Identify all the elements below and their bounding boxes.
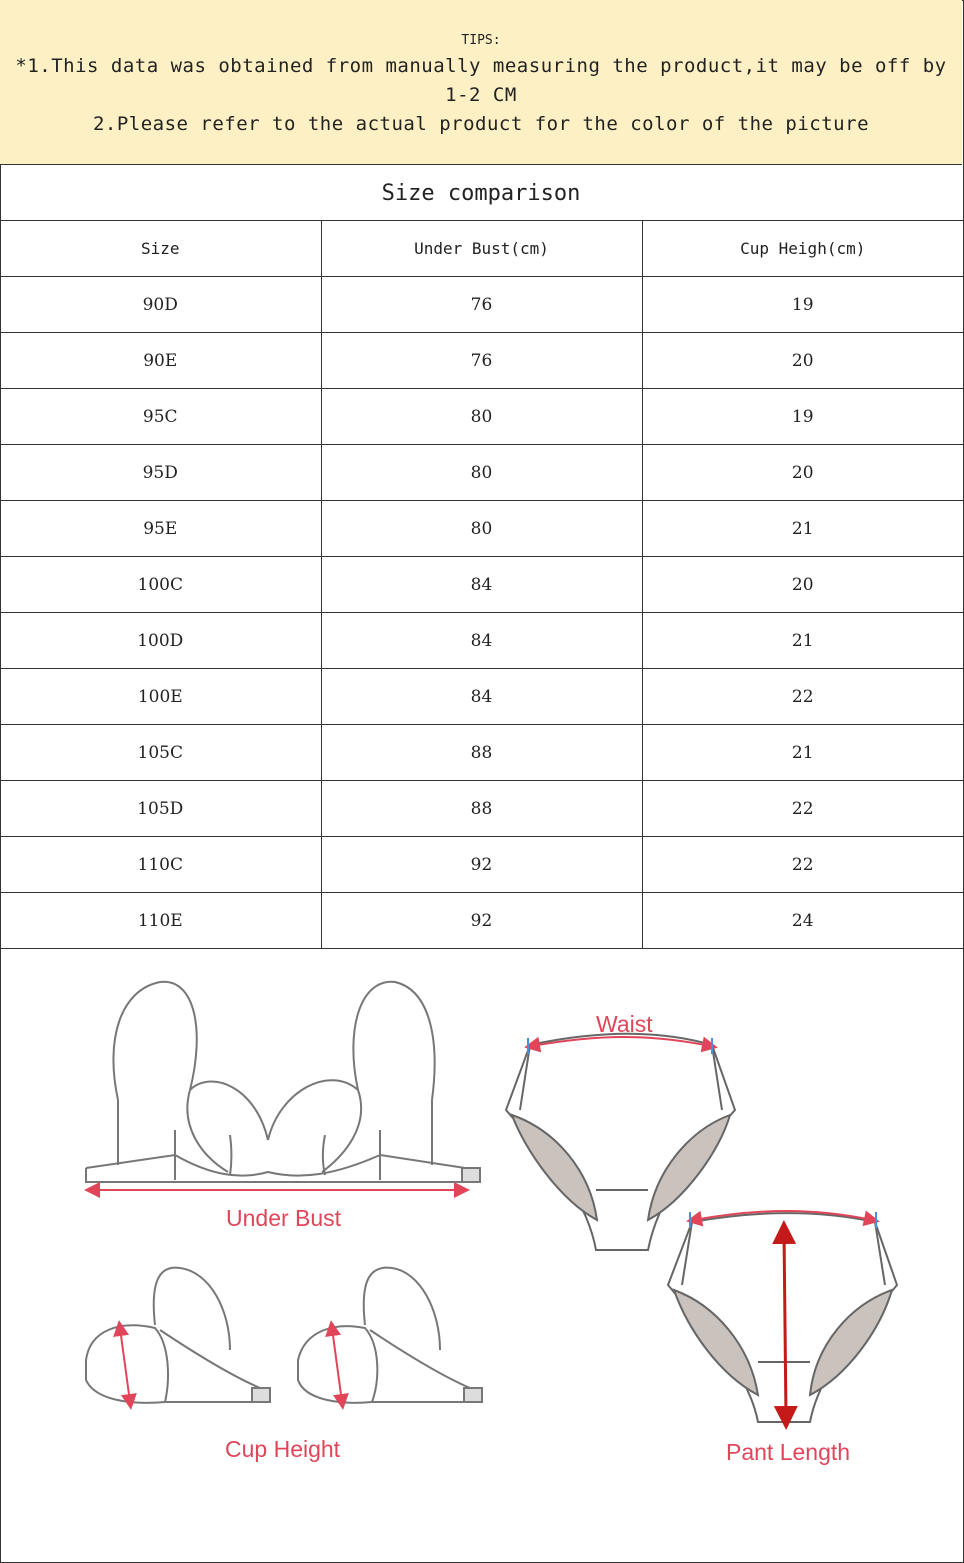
cell-cup-height: 20 xyxy=(642,557,963,613)
cell-cup-height: 21 xyxy=(642,613,963,669)
cell-under-bust: 84 xyxy=(321,669,642,725)
cell-cup-height: 19 xyxy=(642,389,963,445)
cell-size: 95E xyxy=(0,501,321,557)
tips-line-1: *1.This data was obtained from manually measuring the product,it may be off by 1-2 CM xyxy=(15,55,947,106)
cell-cup-height: 21 xyxy=(642,501,963,557)
cell-size: 100D xyxy=(0,613,321,669)
size-table-title: Size comparison xyxy=(0,165,962,221)
bra-cup-height-right-drawing xyxy=(298,1268,482,1403)
cell-under-bust: 88 xyxy=(321,725,642,781)
table-row xyxy=(0,613,963,669)
table-row xyxy=(0,389,963,445)
cell-size: 100E xyxy=(0,669,321,725)
cell-under-bust: 80 xyxy=(321,445,642,501)
tips-banner xyxy=(0,0,962,165)
cell-size: 110C xyxy=(0,837,321,893)
size-table-body xyxy=(0,277,963,949)
table-row xyxy=(0,277,963,333)
panty-waist-drawing xyxy=(506,1034,735,1250)
cell-cup-height: 22 xyxy=(642,781,963,837)
cell-cup-height: 20 xyxy=(642,445,963,501)
size-table-header-row xyxy=(0,221,963,277)
cell-under-bust: 76 xyxy=(321,333,642,389)
cell-size: 95C xyxy=(0,389,321,445)
pant-length-arrow xyxy=(784,1232,786,1418)
table-row xyxy=(0,501,963,557)
measurement-diagrams xyxy=(0,950,962,1561)
cell-cup-height: 19 xyxy=(642,277,963,333)
cell-size: 90E xyxy=(0,333,321,389)
header-cup-height: Cup Heigh(cm) xyxy=(642,221,963,277)
bra-cup-height-left-drawing xyxy=(86,1268,270,1403)
table-row xyxy=(0,837,963,893)
cell-size: 100C xyxy=(0,557,321,613)
label-under-bust: Under Bust xyxy=(226,1205,342,1231)
header-under-bust: Under Bust(cm) xyxy=(321,221,642,277)
cell-under-bust: 84 xyxy=(321,557,642,613)
cell-size: 110E xyxy=(0,893,321,949)
tips-line-2: 2.Please refer to the actual product for the color of the picture xyxy=(92,113,870,135)
cell-size: 105D xyxy=(0,781,321,837)
table-row xyxy=(0,333,963,389)
cell-size: 90D xyxy=(0,277,321,333)
table-row xyxy=(0,725,963,781)
cell-under-bust: 84 xyxy=(321,613,642,669)
cell-under-bust: 92 xyxy=(321,837,642,893)
size-table xyxy=(0,220,963,949)
cell-under-bust: 76 xyxy=(321,277,642,333)
table-row xyxy=(0,445,963,501)
diagram-canvas xyxy=(0,950,962,1561)
cell-under-bust: 80 xyxy=(321,389,642,445)
table-row xyxy=(0,557,963,613)
cell-cup-height: 22 xyxy=(642,669,963,725)
cell-under-bust: 88 xyxy=(321,781,642,837)
cell-cup-height: 20 xyxy=(642,333,963,389)
tips-heading: TIPS: xyxy=(461,33,501,48)
label-waist: Waist xyxy=(596,1011,653,1037)
cup-height-arrow-left xyxy=(120,1328,130,1402)
label-cup-height: Cup Height xyxy=(225,1436,341,1462)
panty-length-drawing xyxy=(668,1213,897,1422)
cell-size: 105C xyxy=(0,725,321,781)
label-pant-length: Pant Length xyxy=(726,1439,851,1465)
cell-cup-height: 21 xyxy=(642,725,963,781)
table-row xyxy=(0,669,963,725)
table-row xyxy=(0,781,963,837)
header-size: Size xyxy=(0,221,321,277)
cup-height-arrow-right xyxy=(332,1328,342,1402)
cell-cup-height: 24 xyxy=(642,893,963,949)
bra-under-bust-drawing xyxy=(86,982,480,1182)
cell-under-bust: 92 xyxy=(321,893,642,949)
cell-cup-height: 22 xyxy=(642,837,963,893)
cell-under-bust: 80 xyxy=(321,501,642,557)
table-row xyxy=(0,893,963,949)
cell-size: 95D xyxy=(0,445,321,501)
